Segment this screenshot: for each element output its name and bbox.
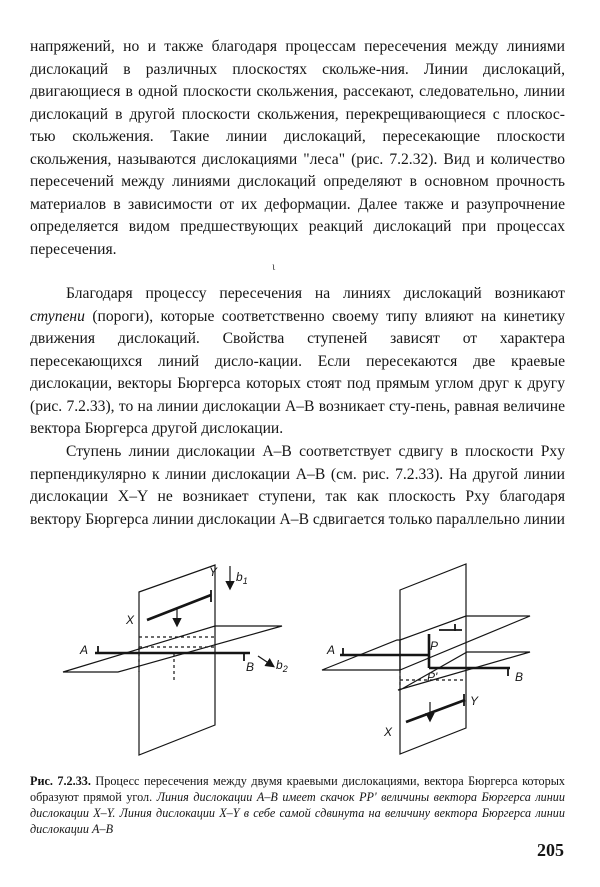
figure-caption: [30, 773, 565, 837]
right-diagram: [322, 564, 530, 754]
left-label-b2: $b_2$: [276, 658, 288, 674]
right-label-a: A: [327, 643, 336, 657]
dislocation-diagrams: [0, 550, 600, 770]
left-label-b1: $b_1$: [236, 570, 248, 586]
left-label-x: X: [126, 613, 135, 627]
left-vertical-plane: [139, 565, 215, 755]
left-dislocation-xy: [147, 595, 211, 620]
paragraph-2-part-2: (пороги), которые соответственно своему типу влияют на кинетику движения дислокаций. Свойства ступеней зависят от характера пересекающихся линий дисло-кации. Если пересекаются две краевые дислокации, векторы Бюргерса которых стоят под прямым углом друг к другу (рис. 7.2.33), то на линии дислокации A–B возникает сту-пень, равная величине вектора Бюргерса другой дислокации.: [30, 307, 565, 437]
caption-italic-text: Линия дислокации A–B имеет скачок PP' величины вектора Бюргерса линии дислокации X–Y. Линия дислокации X–Y в себе самой сдвинута на величину вектора Бюргерса линии дислокации A–B: [30, 790, 565, 836]
right-label-x: X: [384, 725, 393, 739]
page-number: 205: [537, 840, 564, 860]
right-label-p-prime: P': [427, 670, 438, 684]
term-stupeni: ступени: [30, 307, 85, 325]
caption-label: Рис. 7.2.33.: [30, 774, 91, 788]
paragraph-3: Ступень линии дислокации A–B соответствует сдвигу в плоскости Pxy перпендикулярно к линии дислокации A–B (см. рис. 7.2.33). На другой линии дислокации X–Y не возникает ступени, так как плоскость Pxy благодаря вектору Бюргерса линии дислокации A–B сдвигается только параллельно линии: [30, 443, 565, 528]
paragraph-2: [30, 283, 565, 441]
caption-text: Процесс пересечения между двумя краевыми дислокациями, вектора Бюргерса которых образуют прямой угол.: [30, 774, 565, 804]
margin-mark: ι: [272, 259, 276, 273]
left-burgers-b2: [258, 656, 273, 666]
paragraph-2-part-1: Благодаря процессу пересечения на линиях дислокаций возникают: [66, 285, 565, 302]
left-label-a: A: [80, 643, 89, 657]
right-dislocation-xy: [406, 700, 465, 722]
right-vertical-plane: [400, 564, 466, 754]
left-label-y: Y: [209, 565, 218, 579]
left-label-b: B: [246, 660, 255, 674]
figure-7-2-33: [0, 550, 600, 770]
right-label-p: P: [430, 639, 439, 653]
right-shifted-plane: [398, 652, 530, 690]
right-label-y: Y: [470, 694, 479, 708]
paragraph-1: напряжений, но и также благодаря процессам пересечения между линиями дислокаций в различных плоскостях скольже-ния. Линии дислокаций, двигающиеся в одной плоскости скольжения, рассекают, следовательно, линии дислокаций в другой плоскости скольжения, перекрещивающиеся с плоскос-тью скольжения. Такие линии дислокаций, пересекающие плоскости скольжения, называются дислокациями "леса" (рис. 7.2.32). Вид и количество пересечений между линиями дислокаций определяют в основном прочность материалов в зависимости от их деформации. Далее также и разупрочнение определяется видом предшествующих реакций дислокаций при процессах пересечения.: [30, 38, 565, 258]
right-label-b: B: [515, 670, 524, 684]
